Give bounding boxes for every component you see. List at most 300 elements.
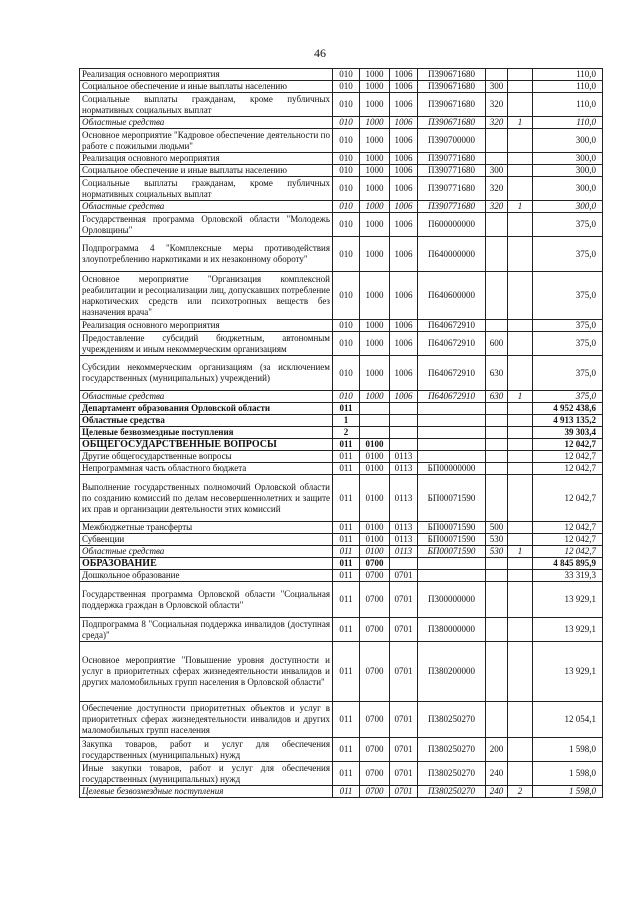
target-article-cell: П390671680 [418, 69, 486, 81]
amount-cell: 110,0 [533, 117, 603, 129]
section-code-cell: 1000 [360, 237, 390, 272]
table-row [80, 81, 603, 93]
admin-code-cell: 011 [333, 463, 360, 475]
budget-name-cell: Закупка товаров, работ и услуг для обеспечения государственных (муниципальных) нужд [80, 738, 333, 762]
section-code-cell: 0100 [360, 534, 390, 546]
budget-table [79, 68, 603, 798]
section-code-cell: 0700 [360, 762, 390, 786]
budget-name-cell: Целевые безвозмездные поступления [80, 427, 333, 439]
target-article-cell [418, 415, 486, 427]
table-row [80, 570, 603, 582]
subsection-code-cell: 0701 [390, 570, 418, 582]
expense-type-cell: 320 [486, 93, 508, 117]
target-article-cell: П380000000 [418, 618, 486, 642]
funding-source-cell [508, 356, 533, 391]
budget-name-cell: Межбюджетные трансферты [80, 522, 333, 534]
table-row [80, 738, 603, 762]
budget-name-cell: Основное мероприятие "Организация комплексной реабилитации и ресоциализации лиц, допускавших потребление наркотических средств или психотропных веществ без назначения врача" [80, 272, 333, 320]
amount-cell: 12 042,7 [533, 463, 603, 475]
funding-source-cell [508, 738, 533, 762]
expense-type-cell [486, 463, 508, 475]
target-article-cell: БП00000000 [418, 463, 486, 475]
funding-source-cell: 1 [508, 391, 533, 403]
admin-code-cell: 2 [333, 427, 360, 439]
target-article-cell: П640600000 [418, 272, 486, 320]
subsection-code-cell: 1006 [390, 356, 418, 391]
amount-cell: 12 042,7 [533, 439, 603, 451]
target-article-cell: П380250270 [418, 762, 486, 786]
admin-code-cell: 010 [333, 153, 360, 165]
admin-code-cell: 010 [333, 177, 360, 201]
target-article-cell: П380200000 [418, 642, 486, 702]
section-code-cell: 1000 [360, 81, 390, 93]
amount-cell: 1 598,0 [533, 786, 603, 798]
target-article-cell: П640672910 [418, 332, 486, 356]
admin-code-cell: 1 [333, 415, 360, 427]
subsection-code-cell: 0113 [390, 546, 418, 558]
subsection-code-cell: 1006 [390, 153, 418, 165]
admin-code-cell: 010 [333, 69, 360, 81]
budget-name-cell: ОБРАЗОВАНИЕ [80, 558, 333, 570]
budget-name-cell: Государственная программа Орловской области "Социальная поддержка граждан в Орловской области" [80, 582, 333, 618]
table-row [80, 582, 603, 618]
admin-code-cell: 010 [333, 81, 360, 93]
amount-cell: 13 929,1 [533, 618, 603, 642]
target-article-cell: П380250270 [418, 786, 486, 798]
subsection-code-cell: 0701 [390, 582, 418, 618]
admin-code-cell: 011 [333, 546, 360, 558]
amount-cell: 375,0 [533, 332, 603, 356]
table-row [80, 129, 603, 153]
budget-name-cell: Дошкольное образование [80, 570, 333, 582]
budget-name-cell: Основное мероприятие "Кадровое обеспечение деятельности по работе с пожилыми людьми" [80, 129, 333, 153]
table-row [80, 642, 603, 702]
funding-source-cell [508, 702, 533, 738]
funding-source-cell [508, 69, 533, 81]
budget-name-cell: Выполнение государственных полномочий Орловской области по созданию комиссий по делам несовершеннолетних и защите их прав и организации деятельности этих комиссий [80, 475, 333, 522]
amount-cell: 300,0 [533, 165, 603, 177]
section-code-cell: 1000 [360, 213, 390, 237]
table-row [80, 415, 603, 427]
target-article-cell: П390700000 [418, 129, 486, 153]
amount-cell: 375,0 [533, 356, 603, 391]
expense-type-cell: 300 [486, 165, 508, 177]
amount-cell: 375,0 [533, 272, 603, 320]
table-row [80, 618, 603, 642]
subsection-code-cell: 1006 [390, 237, 418, 272]
section-code-cell: 1000 [360, 153, 390, 165]
amount-cell: 110,0 [533, 81, 603, 93]
expense-type-cell: 630 [486, 356, 508, 391]
funding-source-cell: 1 [508, 117, 533, 129]
table-row [80, 439, 603, 451]
funding-source-cell [508, 153, 533, 165]
table-row [80, 786, 603, 798]
table-row [80, 237, 603, 272]
budget-name-cell: Социальные выплаты гражданам, кроме публичных нормативных социальных выплат [80, 177, 333, 201]
subsection-code-cell: 1006 [390, 81, 418, 93]
section-code-cell: 0700 [360, 618, 390, 642]
amount-cell: 1 598,0 [533, 738, 603, 762]
target-article-cell: П640672910 [418, 320, 486, 332]
expense-type-cell: 320 [486, 201, 508, 213]
expense-type-cell [486, 702, 508, 738]
expense-type-cell [486, 272, 508, 320]
section-code-cell [360, 427, 390, 439]
funding-source-cell [508, 618, 533, 642]
funding-source-cell [508, 81, 533, 93]
funding-source-cell [508, 403, 533, 415]
admin-code-cell: 010 [333, 332, 360, 356]
budget-name-cell: Реализация основного мероприятия [80, 320, 333, 332]
subsection-code-cell [390, 439, 418, 451]
subsection-code-cell: 1006 [390, 391, 418, 403]
expense-type-cell [486, 475, 508, 522]
subsection-code-cell: 1006 [390, 129, 418, 153]
funding-source-cell [508, 522, 533, 534]
section-code-cell: 0700 [360, 558, 390, 570]
section-code-cell: 0700 [360, 786, 390, 798]
funding-source-cell [508, 165, 533, 177]
table-row [80, 272, 603, 320]
budget-name-cell: Областные средства [80, 546, 333, 558]
admin-code-cell: 011 [333, 786, 360, 798]
target-article-cell: П390771680 [418, 177, 486, 201]
section-code-cell: 0100 [360, 451, 390, 463]
amount-cell: 375,0 [533, 391, 603, 403]
admin-code-cell: 011 [333, 762, 360, 786]
table-row [80, 451, 603, 463]
budget-name-cell: Областные средства [80, 415, 333, 427]
expense-type-cell: 600 [486, 332, 508, 356]
subsection-code-cell: 0701 [390, 786, 418, 798]
target-article-cell: П390771680 [418, 165, 486, 177]
target-article-cell [418, 558, 486, 570]
budget-name-cell: Основное мероприятие "Повышение уровня доступности и услуг в приоритетных сферах жизнедеятельности инвалидов и других маломобильных групп населения в Орловской области" [80, 642, 333, 702]
funding-source-cell [508, 213, 533, 237]
table-row [80, 177, 603, 201]
table-row [80, 165, 603, 177]
table-row [80, 558, 603, 570]
amount-cell: 110,0 [533, 93, 603, 117]
section-code-cell: 1000 [360, 129, 390, 153]
admin-code-cell: 010 [333, 117, 360, 129]
subsection-code-cell: 1006 [390, 201, 418, 213]
budget-table-body [80, 69, 603, 798]
target-article-cell: П300000000 [418, 582, 486, 618]
subsection-code-cell: 0701 [390, 762, 418, 786]
target-article-cell: П390671680 [418, 81, 486, 93]
expense-type-cell [486, 415, 508, 427]
section-code-cell: 0100 [360, 522, 390, 534]
section-code-cell: 0700 [360, 702, 390, 738]
expense-type-cell [486, 129, 508, 153]
subsection-code-cell: 0113 [390, 522, 418, 534]
expense-type-cell: 320 [486, 177, 508, 201]
section-code-cell [360, 415, 390, 427]
amount-cell: 13 929,1 [533, 582, 603, 618]
expense-type-cell [486, 451, 508, 463]
target-article-cell: П390771680 [418, 153, 486, 165]
amount-cell: 375,0 [533, 320, 603, 332]
subsection-code-cell [390, 427, 418, 439]
admin-code-cell: 010 [333, 391, 360, 403]
section-code-cell: 1000 [360, 320, 390, 332]
expense-type-cell [486, 403, 508, 415]
section-code-cell: 0700 [360, 570, 390, 582]
target-article-cell: БП00071590 [418, 522, 486, 534]
amount-cell: 12 042,7 [533, 534, 603, 546]
amount-cell: 110,0 [533, 69, 603, 81]
funding-source-cell [508, 427, 533, 439]
amount-cell: 1 598,0 [533, 762, 603, 786]
funding-source-cell [508, 534, 533, 546]
table-row [80, 463, 603, 475]
subsection-code-cell: 0701 [390, 702, 418, 738]
page-number: 46 [314, 46, 326, 60]
amount-cell: 12 042,7 [533, 522, 603, 534]
budget-name-cell: Другие общегосударственные вопросы [80, 451, 333, 463]
amount-cell: 4 913 135,2 [533, 415, 603, 427]
amount-cell: 375,0 [533, 237, 603, 272]
budget-name-cell: Областные средства [80, 201, 333, 213]
expense-type-cell [486, 582, 508, 618]
section-code-cell: 1000 [360, 201, 390, 213]
expense-type-cell [486, 618, 508, 642]
expense-type-cell: 200 [486, 738, 508, 762]
expense-type-cell: 240 [486, 762, 508, 786]
funding-source-cell [508, 475, 533, 522]
amount-cell: 300,0 [533, 153, 603, 165]
amount-cell: 4 845 895,9 [533, 558, 603, 570]
amount-cell: 12 042,7 [533, 451, 603, 463]
amount-cell: 4 952 438,6 [533, 403, 603, 415]
budget-name-cell: Департамент образования Орловской области [80, 403, 333, 415]
expense-type-cell: 240 [486, 786, 508, 798]
section-code-cell: 1000 [360, 391, 390, 403]
expense-type-cell [486, 69, 508, 81]
admin-code-cell: 011 [333, 451, 360, 463]
expense-type-cell: 300 [486, 81, 508, 93]
subsection-code-cell [390, 415, 418, 427]
expense-type-cell [486, 642, 508, 702]
section-code-cell [360, 403, 390, 415]
table-row [80, 534, 603, 546]
table-row [80, 153, 603, 165]
amount-cell: 300,0 [533, 177, 603, 201]
table-row [80, 391, 603, 403]
expense-type-cell [486, 213, 508, 237]
target-article-cell [418, 570, 486, 582]
table-row [80, 427, 603, 439]
budget-name-cell: Реализация основного мероприятия [80, 69, 333, 81]
admin-code-cell: 011 [333, 439, 360, 451]
target-article-cell: П390671680 [418, 93, 486, 117]
target-article-cell: П390771680 [418, 201, 486, 213]
table-row [80, 332, 603, 356]
expense-type-cell: 500 [486, 522, 508, 534]
budget-name-cell: Социальное обеспечение и иные выплаты населению [80, 165, 333, 177]
funding-source-cell: 1 [508, 546, 533, 558]
target-article-cell: БП00071590 [418, 546, 486, 558]
section-code-cell: 0700 [360, 642, 390, 702]
admin-code-cell: 011 [333, 702, 360, 738]
amount-cell: 12 042,7 [533, 546, 603, 558]
funding-source-cell [508, 320, 533, 332]
admin-code-cell: 010 [333, 237, 360, 272]
amount-cell: 12 042,7 [533, 475, 603, 522]
section-code-cell: 0100 [360, 439, 390, 451]
funding-source-cell [508, 332, 533, 356]
target-article-cell: П640672910 [418, 391, 486, 403]
subsection-code-cell: 1006 [390, 213, 418, 237]
admin-code-cell: 011 [333, 618, 360, 642]
expense-type-cell: 530 [486, 534, 508, 546]
admin-code-cell: 010 [333, 93, 360, 117]
table-row [80, 320, 603, 332]
section-code-cell: 1000 [360, 332, 390, 356]
section-code-cell: 1000 [360, 356, 390, 391]
expense-type-cell [486, 439, 508, 451]
budget-name-cell: Иные закупки товаров, работ и услуг для обеспечения государственных (муниципальных) нужд [80, 762, 333, 786]
section-code-cell: 1000 [360, 93, 390, 117]
funding-source-cell [508, 642, 533, 702]
admin-code-cell: 010 [333, 356, 360, 391]
section-code-cell: 1000 [360, 165, 390, 177]
expense-type-cell: 320 [486, 117, 508, 129]
target-article-cell: П640000000 [418, 237, 486, 272]
admin-code-cell: 011 [333, 522, 360, 534]
section-code-cell: 0700 [360, 582, 390, 618]
section-code-cell: 0100 [360, 546, 390, 558]
admin-code-cell: 011 [333, 558, 360, 570]
table-row [80, 356, 603, 391]
table-row [80, 213, 603, 237]
target-article-cell: П600000000 [418, 213, 486, 237]
budget-name-cell: Предоставление субсидий бюджетным, автономным учреждениям и иным некоммерческим организациям [80, 332, 333, 356]
funding-source-cell [508, 570, 533, 582]
target-article-cell: П390671680 [418, 117, 486, 129]
target-article-cell: П640672910 [418, 356, 486, 391]
admin-code-cell: 011 [333, 642, 360, 702]
table-row [80, 69, 603, 81]
section-code-cell: 0100 [360, 463, 390, 475]
table-row [80, 762, 603, 786]
admin-code-cell: 011 [333, 738, 360, 762]
admin-code-cell: 010 [333, 320, 360, 332]
target-article-cell: П380250270 [418, 738, 486, 762]
budget-name-cell: Субвенции [80, 534, 333, 546]
amount-cell: 375,0 [533, 213, 603, 237]
section-code-cell: 0100 [360, 475, 390, 522]
funding-source-cell [508, 237, 533, 272]
amount-cell: 300,0 [533, 129, 603, 153]
target-article-cell [418, 427, 486, 439]
subsection-code-cell [390, 558, 418, 570]
subsection-code-cell: 1006 [390, 165, 418, 177]
admin-code-cell: 010 [333, 272, 360, 320]
expense-type-cell [486, 153, 508, 165]
funding-source-cell: 1 [508, 201, 533, 213]
funding-source-cell [508, 93, 533, 117]
section-code-cell: 1000 [360, 177, 390, 201]
table-row [80, 117, 603, 129]
section-code-cell: 1000 [360, 117, 390, 129]
funding-source-cell [508, 582, 533, 618]
table-row [80, 475, 603, 522]
funding-source-cell [508, 439, 533, 451]
subsection-code-cell: 0113 [390, 463, 418, 475]
subsection-code-cell: 1006 [390, 272, 418, 320]
table-row [80, 403, 603, 415]
expense-type-cell [486, 427, 508, 439]
subsection-code-cell: 0113 [390, 475, 418, 522]
funding-source-cell [508, 415, 533, 427]
amount-cell: 12 054,1 [533, 702, 603, 738]
subsection-code-cell: 0701 [390, 618, 418, 642]
expense-type-cell [486, 570, 508, 582]
target-article-cell: П380250270 [418, 702, 486, 738]
section-code-cell: 1000 [360, 272, 390, 320]
budget-name-cell: Подпрограмма 4 "Комплексные меры противодействия злоупотреблению наркотиками и их незаконному обороту" [80, 237, 333, 272]
amount-cell: 13 929,1 [533, 642, 603, 702]
subsection-code-cell: 0113 [390, 451, 418, 463]
admin-code-cell: 010 [333, 213, 360, 237]
admin-code-cell: 011 [333, 475, 360, 522]
admin-code-cell: 011 [333, 582, 360, 618]
funding-source-cell [508, 272, 533, 320]
target-article-cell [418, 451, 486, 463]
budget-name-cell: Непрограммная часть областного бюджета [80, 463, 333, 475]
funding-source-cell [508, 451, 533, 463]
subsection-code-cell: 1006 [390, 332, 418, 356]
amount-cell: 39 303,4 [533, 427, 603, 439]
admin-code-cell: 010 [333, 201, 360, 213]
funding-source-cell [508, 558, 533, 570]
target-article-cell: БП00071590 [418, 475, 486, 522]
expense-type-cell [486, 237, 508, 272]
funding-source-cell [508, 129, 533, 153]
admin-code-cell: 010 [333, 165, 360, 177]
table-row [80, 201, 603, 213]
subsection-code-cell: 1006 [390, 93, 418, 117]
admin-code-cell: 011 [333, 403, 360, 415]
admin-code-cell: 011 [333, 534, 360, 546]
target-article-cell [418, 439, 486, 451]
budget-name-cell: ОБЩЕГОСУДАРСТВЕННЫЕ ВОПРОСЫ [80, 439, 333, 451]
section-code-cell: 0700 [360, 738, 390, 762]
table-row [80, 546, 603, 558]
budget-name-cell: Социальное обеспечение и иные выплаты населению [80, 81, 333, 93]
budget-name-cell: Областные средства [80, 117, 333, 129]
subsection-code-cell: 0701 [390, 738, 418, 762]
subsection-code-cell [390, 403, 418, 415]
subsection-code-cell: 1006 [390, 117, 418, 129]
funding-source-cell: 2 [508, 786, 533, 798]
budget-name-cell: Государственная программа Орловской области "Молодежь Орловщины" [80, 213, 333, 237]
admin-code-cell: 010 [333, 129, 360, 153]
expense-type-cell: 530 [486, 546, 508, 558]
budget-name-cell: Целевые безвозмездные поступления [80, 786, 333, 798]
subsection-code-cell: 1006 [390, 177, 418, 201]
table-row [80, 522, 603, 534]
table-row [80, 93, 603, 117]
admin-code-cell: 011 [333, 570, 360, 582]
amount-cell: 300,0 [533, 201, 603, 213]
subsection-code-cell: 1006 [390, 69, 418, 81]
section-code-cell: 1000 [360, 69, 390, 81]
budget-name-cell: Подпрограмма 8 "Социальная поддержка инвалидов (доступная среда)" [80, 618, 333, 642]
